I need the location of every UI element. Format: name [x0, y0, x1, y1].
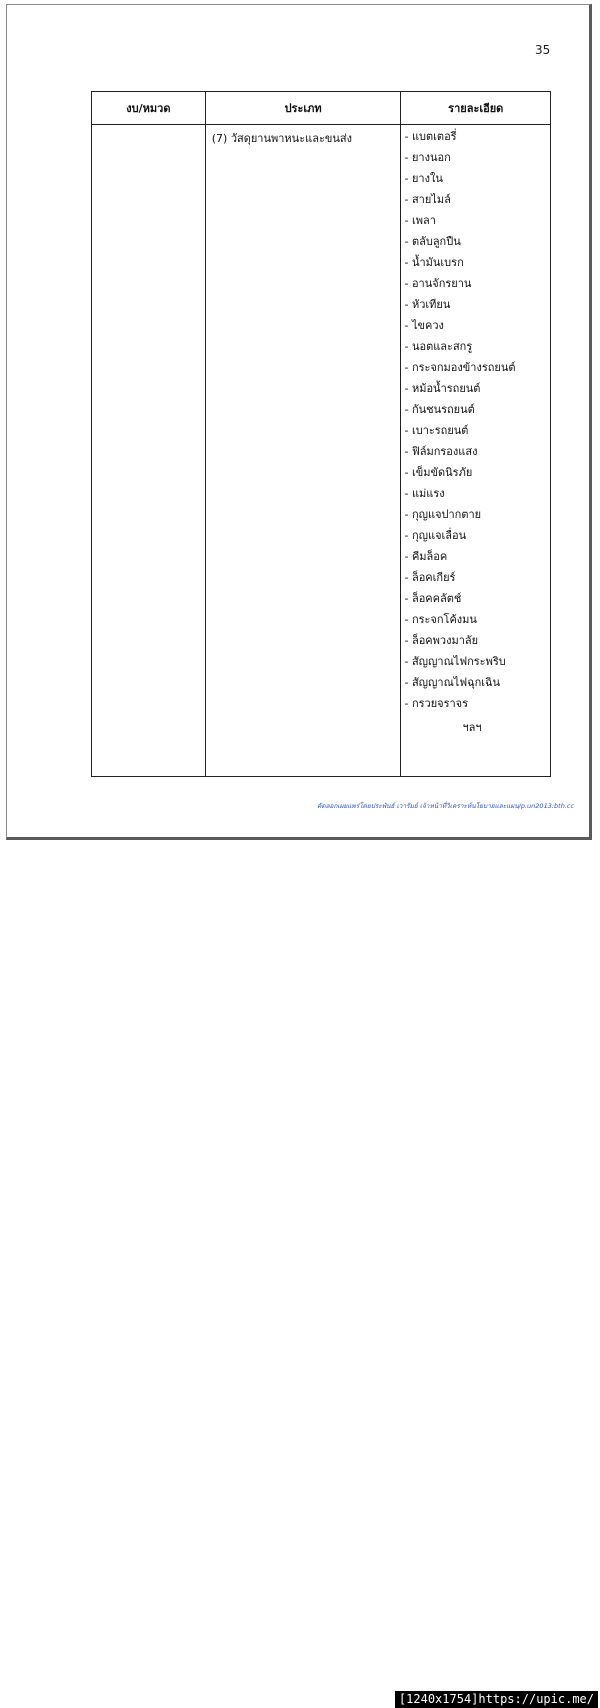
detail-item: - ล็อคคลัตช์	[404, 592, 462, 605]
detail-item: - ยางนอก	[404, 151, 451, 164]
table-row	[92, 125, 551, 777]
detail-item: - เบาะรถยนต์	[404, 424, 469, 437]
image-info-badge[interactable]	[395, 1691, 598, 1708]
detail-item: - กระจกโค้งมน	[404, 613, 477, 626]
detail-item: - ล็อคเกียร์	[404, 571, 456, 584]
type-cell	[205, 125, 401, 777]
detail-item: - ยางใน	[404, 172, 443, 185]
document-page	[6, 4, 592, 840]
detail-item: - สัญญาณไฟกระพริบ	[404, 655, 506, 668]
detail-item: - หัวเทียน	[404, 298, 451, 311]
details-cell	[401, 125, 551, 777]
detail-item: - ตลับลูกปืน	[404, 235, 461, 248]
header-type: ประเภท	[205, 92, 401, 125]
header-details: รายละเอียด	[401, 92, 551, 125]
detail-item: - หม้อน้ำรถยนต์	[404, 382, 481, 395]
image-dimensions: [1240x1754]	[398, 1692, 479, 1706]
header-category: งบ/หมวด	[92, 92, 206, 125]
detail-item: - สายไมล์	[404, 193, 451, 206]
detail-item: - กุญแจเลื่อน	[404, 529, 467, 542]
detail-item: - กันชนรถยนต์	[404, 403, 475, 416]
detail-item: - แบตเตอรี่	[404, 130, 457, 143]
detail-item: - แม่แรง	[404, 487, 445, 500]
detail-item: - กุญแจปากตาย	[404, 508, 482, 521]
detail-item: - ฟิล์มกรองแสง	[404, 445, 478, 458]
detail-item: - น้ำมันเบรก	[404, 256, 464, 269]
details-list	[401, 125, 550, 717]
detail-item: - เข็มขัดนิรภัย	[404, 466, 473, 479]
credit-footnote: คัดลอกเผยแพร่โดยประพันธ์ เวารัมย์ เจ้าหน้าที่วิเคราะห์นโยบายและแผน/p.un2013:bth.cc	[317, 802, 575, 810]
etc-marker: ฯลฯ	[462, 721, 482, 734]
image-footer-bar	[0, 845, 600, 1706]
category-cell	[92, 125, 206, 777]
detail-item: - สัญญาณไฟฉุกเฉิน	[404, 676, 501, 689]
table-header-row	[92, 92, 551, 125]
image-source-link[interactable]: https://upic.me/	[478, 1692, 594, 1706]
detail-item: - คีมล็อค	[404, 550, 448, 563]
page-number: 35	[535, 43, 551, 57]
detail-item: - กรวยจราจร	[404, 697, 469, 710]
type-text: (7) วัสดุยานพาหนะและขนส่ง	[211, 132, 352, 145]
detail-item: - เพลา	[404, 214, 436, 227]
budget-classification-table	[91, 91, 551, 777]
detail-item: - ล็อคพวงมาลัย	[404, 634, 479, 647]
detail-item: - อานจักรยาน	[404, 277, 472, 290]
detail-item: - ไขควง	[404, 319, 444, 332]
detail-item: - นอตและสกรู	[404, 340, 473, 353]
detail-item: - กระจกมองข้างรถยนต์	[404, 361, 516, 374]
